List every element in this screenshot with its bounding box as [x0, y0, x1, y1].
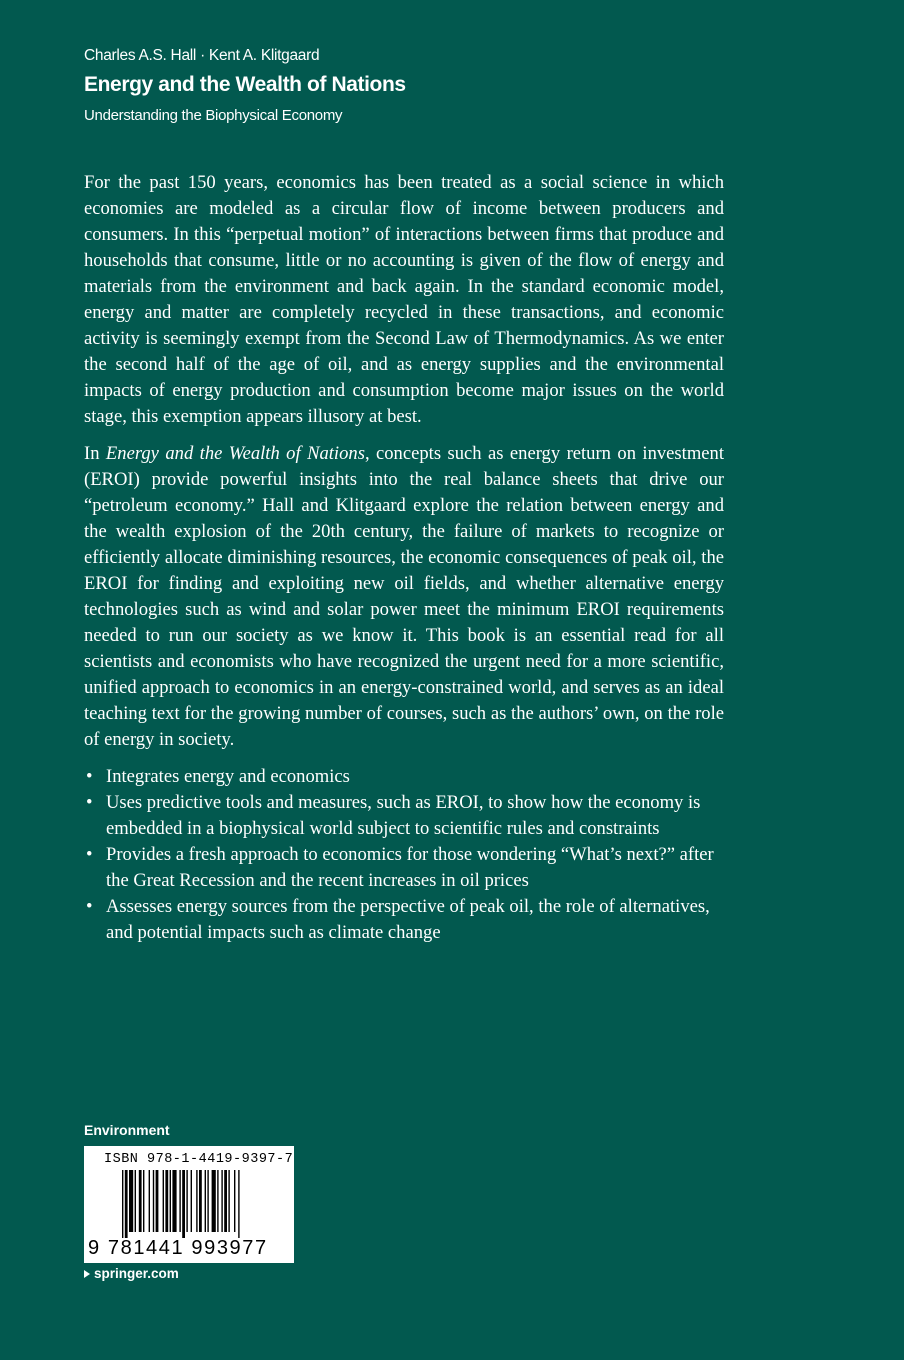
- barcode-bar: [179, 1170, 180, 1232]
- barcode-bar: [156, 1170, 159, 1232]
- barcode-bar: [191, 1170, 192, 1232]
- barcode-bar: [170, 1170, 171, 1232]
- barcode-bar: [125, 1170, 128, 1238]
- barcode-bar: [205, 1170, 206, 1232]
- barcode-bar: [224, 1170, 227, 1232]
- subject-category: Environment: [84, 1122, 170, 1138]
- publisher-website[interactable]: [84, 1266, 179, 1281]
- authors: Charles A.S. Hall · Kent A. Klitgaard: [84, 47, 320, 64]
- list-item-text: Integrates energy and economics: [106, 766, 350, 787]
- book-title-italic: Energy and the Wealth of Nations: [105, 443, 365, 464]
- isbn-barcode: [84, 1146, 294, 1263]
- barcode-bar: [228, 1170, 229, 1232]
- barcode-bar: [217, 1170, 218, 1232]
- feature-list: [84, 764, 724, 946]
- list-item: [84, 842, 724, 894]
- barcode-bar: [199, 1170, 202, 1232]
- barcode-bar: [207, 1170, 208, 1232]
- book-title: Energy and the Wealth of Nations: [84, 73, 406, 96]
- paragraph-2-prefix: In: [84, 443, 106, 464]
- barcode-bar: [234, 1170, 235, 1232]
- barcode-bar: [212, 1170, 216, 1232]
- barcode-bar: [163, 1170, 164, 1232]
- book-subtitle: Understanding the Biophysical Economy: [84, 107, 343, 124]
- bullet-icon: •: [86, 766, 93, 787]
- blurb: [84, 170, 724, 946]
- blurb-paragraph-2: [84, 441, 724, 753]
- barcode-bar: [143, 1170, 144, 1232]
- list-item: [84, 894, 724, 946]
- ean-digits: 9 781441 993977: [88, 1237, 268, 1259]
- barcode-bar: [153, 1170, 154, 1232]
- list-item-text: Uses predictive tools and measures, such as EROI, to show how the economy is embedded in a biophysical world subject to scientific rules and constraints: [106, 792, 701, 839]
- barcode-bar: [149, 1170, 150, 1232]
- barcode-bar: [135, 1170, 136, 1232]
- bullet-icon: •: [86, 792, 93, 813]
- barcode-bar: [182, 1170, 185, 1238]
- barcode-bar: [129, 1170, 133, 1232]
- barcode-bar: [139, 1170, 142, 1232]
- bullet-icon: •: [86, 844, 93, 865]
- list-item: [84, 790, 724, 842]
- list-item-text: Provides a fresh approach to economics for those wondering “What’s next?” after the Great Recession and the recent increases in oil prices: [106, 844, 714, 891]
- barcode-bar: [196, 1170, 197, 1232]
- isbn-label: ISBN 978-1-4419-9397-7: [104, 1152, 294, 1167]
- paragraph-2-rest: , concepts such as energy return on investment (EROI) provide powerful insights into the real balance sheets that drive our “petroleum economy.” Hall and Klitgaard explore the relation between energy and the wealth explosion of the 20th century, the failure of markets to recognize or efficiently allocate diminishing resources, the economic consequences of peak oil, the EROI for finding and exploiting new oil fields, and whether alternative energy technologies such as wind and solar power meet the minimum EROI requirements needed to run our society as we know it. This book is an essential read for all scientists and economists who have recognized the urgent need for a more scientific, unified approach to economics in an energy-constrained world, and serves as an ideal teaching text for the growing number of courses, such as the authors’ own, on the role of energy in society.: [84, 443, 725, 750]
- barcode-bar: [122, 1170, 123, 1238]
- barcode-bar: [238, 1170, 239, 1238]
- barcode-bar: [221, 1170, 222, 1232]
- barcode-icon: [122, 1170, 272, 1238]
- bullet-icon: •: [86, 896, 93, 917]
- blurb-paragraph-1: For the past 150 years, economics has been treated as a social science in which economies are modeled as a circular flow of income between producers and consumers. In this “perpetual motion” of interactions between firms that produce and households that consume, little or no accounting is given of the flow of energy and materials from the environment and back again. In the standard economic model, energy and matter are completely recycled in these transactions, and economic activity is seemingly exempt from the Second Law of Thermodynamics. As we enter the second half of the age of oil, and as energy supplies and the environmental impacts of energy production and consumption become major issues on the world stage, this exemption appears illusory at best.: [84, 172, 724, 427]
- list-item-text: Assesses energy sources from the perspective of peak oil, the role of alternatives, and potential impacts such as climate change: [106, 896, 710, 943]
- barcode-bar: [172, 1170, 176, 1232]
- list-item: [84, 764, 724, 790]
- barcode-bar: [186, 1170, 187, 1232]
- back-cover-header: [84, 46, 406, 126]
- website-label: springer.com: [94, 1266, 179, 1281]
- arrow-right-icon: [84, 1270, 90, 1278]
- barcode-bar: [165, 1170, 168, 1232]
